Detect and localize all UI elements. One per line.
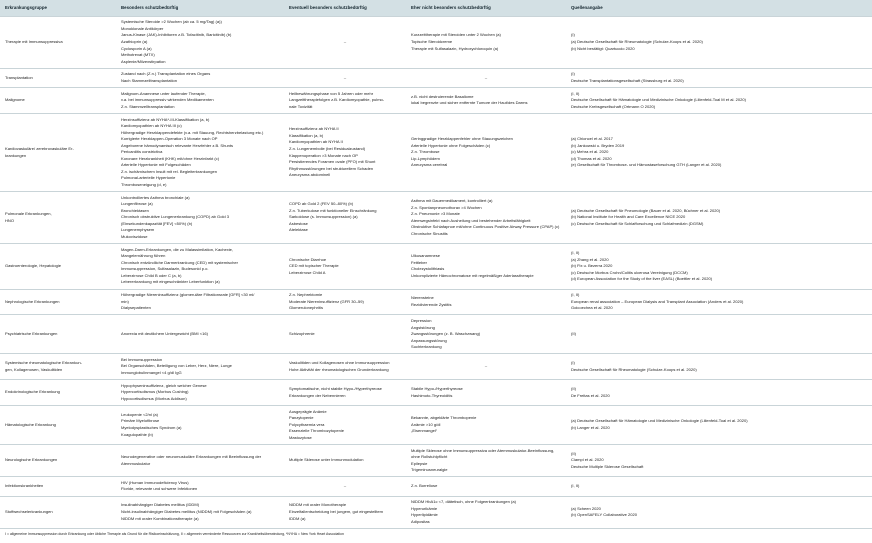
cell-line: Nierensteine	[411, 295, 434, 301]
cell-line: Cyclosporin A (a)	[121, 45, 152, 51]
cell-line: Einzelfallentscheidung bei jungem, gut eingestelltem	[289, 508, 384, 514]
cell-line: Z.n. Spontanpneumothorax >4 Wochen	[411, 204, 482, 210]
cell-line: Sarkoidose (s. Immunsuppression) (a)	[289, 214, 358, 220]
disease-group-label: Psychiatrische Erkrankungen	[5, 331, 58, 337]
cell-line: Floride, relevante und schwere Infektionen	[121, 486, 198, 492]
table-row	[0, 444, 872, 476]
disease-group-label: Gastroenterologie, Hepatologie	[5, 263, 62, 269]
cell-line: Panzytopenie	[289, 415, 314, 421]
empty-dash: –	[484, 74, 488, 80]
cell-line: Z.n. ischämischem Insult mit rel. Begleiterkrankungen	[121, 168, 218, 174]
cell-line: Z.n. Stammzelltransplantation	[121, 103, 175, 109]
maybe-risk-cell	[284, 315, 406, 354]
maybe-risk-cell	[284, 354, 406, 380]
empty-dash: –	[343, 483, 347, 489]
low-risk-cell	[406, 380, 566, 406]
low-risk-cell	[406, 406, 566, 445]
empty-dash: –	[343, 39, 347, 45]
table-body	[0, 16, 872, 539]
high-risk-cell	[116, 113, 284, 191]
cell-line: ohne Rollstuhlpflicht	[411, 454, 448, 460]
column-header-high-risk: Besonders schutzbedürftig	[116, 0, 284, 16]
cell-line: (d) Thomas et al. 2020	[571, 155, 612, 161]
disease-group-label: Infektionskrankheiten	[5, 483, 44, 489]
disease-group-label: Kardiovaskuläre/ zerebrovaskuläre Er-	[5, 145, 74, 151]
high-risk-cell	[116, 477, 284, 496]
cell-line: Anämie >10 g/dl	[411, 421, 441, 427]
cell-line: nale Toxizität	[289, 103, 313, 109]
low-risk-cell	[406, 496, 566, 528]
high-risk-cell	[116, 289, 284, 315]
disease-group-cell	[0, 68, 116, 87]
cell-line: Hypophyseninsuffizienz, gleich welcher Genese	[121, 382, 207, 388]
high-risk-cell	[116, 68, 284, 87]
high-risk-cell	[116, 88, 284, 114]
disease-group-label: Nephrologische Erkrankungen	[5, 298, 60, 304]
cell-line: Systemische Steroide >2 Wochen (ab ca. 5 mg/Tag) (a))	[121, 19, 222, 25]
cell-line: Cholezystolithiasis	[411, 266, 445, 272]
header-row	[0, 0, 872, 16]
cell-line: Z.n. Nephrektomie	[289, 292, 323, 298]
cell-line: Klappenoperation >3 Monate nach OP	[289, 152, 358, 158]
maybe-risk-cell	[284, 192, 406, 244]
cell-line: Atelektase	[289, 227, 308, 233]
cell-line: Ciampi et al. 2020	[571, 457, 604, 463]
cell-line: Koagulopathie (b)	[121, 431, 153, 437]
cell-line: Bei Immunsuppression	[121, 356, 163, 362]
disease-group-label: krankungen	[5, 152, 27, 158]
cell-line: Magen-Darm-Erkrankungen, die zu Malassimilation, Kachexie,	[121, 246, 234, 252]
cell-line: Persistierendes Foramen ovale (PFO) mit Shunt	[289, 159, 376, 165]
source-cell	[566, 113, 872, 191]
disease-group-cell	[0, 88, 116, 114]
cell-line: Anpassungsstörung	[411, 337, 447, 343]
high-risk-cell	[116, 315, 284, 354]
cell-line: CED mit topischer Therapie	[289, 263, 339, 269]
disease-group-cell	[0, 289, 116, 315]
cell-line: Herzinsuffizienz ab NYHA*-III-Klassifikation (a, b)	[121, 116, 210, 122]
high-risk-cell	[116, 496, 284, 528]
cell-line: Insulinabhängiger Diabetes mellitus (IDDM)	[121, 502, 200, 508]
source-cell	[566, 477, 872, 496]
cell-line: Lip-Lymphödem	[411, 155, 440, 161]
low-risk-cell	[406, 88, 566, 114]
cell-line: (I, II)	[571, 483, 580, 489]
cell-line: Bei Organschäden, Beteiligung von Leber, Herz, Niere, Lunge	[121, 363, 232, 369]
cell-line: Asplenie/Milzexstirpation	[121, 58, 166, 64]
cell-line: Goicoechea et al. 2020	[571, 305, 613, 311]
low-risk-cell	[406, 113, 566, 191]
maybe-risk-cell	[284, 244, 406, 289]
maybe-risk-cell	[284, 16, 406, 68]
cell-line: Erkrankungen der Nebennieren	[289, 392, 346, 398]
cell-line: Neurodegenerative oder neuromuskuläre Erkrankungen mit Beeinflussung der	[121, 454, 262, 460]
table-row	[0, 380, 872, 406]
cell-line: (II)	[571, 331, 576, 337]
cell-line: Pulmonal-arterielle Hypertonie	[121, 175, 176, 181]
source-cell	[566, 68, 872, 87]
high-risk-cell	[116, 244, 284, 289]
disease-group-label: Transplantation	[5, 74, 33, 80]
cell-line: Asthma mit Dauermedikament, kontrolliert (a)	[411, 197, 493, 203]
cell-line: Geringgradige Herzklappenfehler ohne Stauungszeichen	[411, 136, 513, 142]
low-risk-cell	[406, 477, 566, 496]
cell-line: Ulkusanamnese	[411, 253, 441, 259]
cell-line: Chronisch obstruktive Lungenerkrankung (COPD) ab Gold 3	[121, 214, 229, 220]
cell-line: IDDM (a)	[289, 515, 306, 521]
source-cell	[566, 289, 872, 315]
cell-line: Chronisch entzündliche Darmerkrankung (CED) mit systemischer	[121, 259, 238, 265]
cell-line: (b) National Institute for Health and Care Excellence NICE 2020	[571, 214, 686, 220]
cell-line: Multiple Sklerose unter Immunmodulation	[289, 457, 364, 463]
source-cell	[566, 380, 872, 406]
source-cell	[566, 16, 872, 68]
cell-line: (b) OpenSAFELY Collaborative 2020	[571, 512, 637, 518]
table-row	[0, 88, 872, 114]
cell-line: (a) Chioncel et al. 2017	[571, 136, 613, 142]
table-row	[0, 406, 872, 445]
cell-line: (d) European Association for the Study of the liver (EASL) (Boettler et al. 2020)	[571, 276, 713, 282]
cell-line: Lungenfibrose (a)	[121, 201, 153, 207]
column-header-source: Quellenangabe	[566, 0, 872, 16]
table-row	[0, 354, 872, 380]
cell-line: z.B. nicht destruierende Basaliome	[411, 93, 474, 99]
cell-line: Thromboseneigung (d, e)	[121, 181, 167, 187]
cell-line: (c) Deutsche Morbus Crohn/Colitis ulcerosa Vereinigung (DCCM)	[571, 269, 688, 275]
cell-line: Janus-Kinase (JAK)-Inhibitoren z.B. Tofacitinib, Baricitinib) (b)	[121, 32, 232, 38]
cell-line: Lungenemphysem	[121, 227, 155, 233]
disease-group-label: Stoffwechselerkrankungen	[5, 508, 53, 514]
table-row	[0, 192, 872, 244]
maybe-risk-cell	[284, 444, 406, 476]
cell-line: Moderate Niereninsuffizienz (GFR 30–59)	[289, 298, 364, 304]
cell-line: Korrigierte Herzklappen-Operation 3 Monate nach OP	[121, 136, 218, 142]
cell-line: Mastozytose	[289, 434, 312, 440]
cell-line: Suchterkrankung	[411, 344, 442, 350]
low-risk-cell	[406, 315, 566, 354]
table-row	[0, 289, 872, 315]
footnote-text: I = allgemeine Immunsuppression durch Erkrankung oder übliche Therapie als Grund für die Risikoeinschätzung, II = allgemein verminderte Ressourcen zur Krankheitsüberwindung, *NYHA = New York Heart Association	[0, 528, 566, 538]
cell-line: European renal association – European Dialysis and Transplant Association (Anders et al. 2020)	[571, 298, 744, 304]
cell-line: Glomerulonephritis	[289, 305, 323, 311]
table-row	[0, 496, 872, 528]
cell-line: Vaskulitiden und Kollagenosen ohne Immunsuppression	[289, 360, 390, 366]
disease-group-label: Malignome	[5, 97, 25, 103]
cell-line: Anorexia mit deutlichem Untergewicht (BMI <16)	[121, 331, 208, 337]
source-cell	[566, 406, 872, 445]
table-header	[0, 0, 872, 16]
cell-line: Deutsche Multiple Sklerose Gesellschaft	[571, 463, 644, 469]
cell-line: (I)	[571, 360, 575, 366]
cell-line: COPD ab Gold 2 (FEV 50–80%) (b)	[289, 201, 354, 207]
low-risk-cell	[406, 192, 566, 244]
disease-group-cell	[0, 315, 116, 354]
cell-line: (b) Nicht bestätigt: Quartuccio 2020	[571, 45, 635, 51]
source-cell	[566, 354, 872, 380]
disease-group-cell	[0, 444, 116, 476]
source-cell	[566, 444, 872, 476]
high-risk-cell	[116, 406, 284, 445]
cell-line: (a) Deutsche Gesellschaft für Rheumatologie (Schulze-Koops et al. 2020)	[571, 39, 703, 45]
table-row	[0, 315, 872, 354]
table-row	[0, 68, 872, 87]
source-cell	[566, 88, 872, 114]
cell-line: Kurzzeittherapie mit Steroiden unter 2 Wochen (a)	[411, 32, 501, 38]
low-risk-cell	[406, 354, 566, 380]
cell-line: Langzeittherapiefolgen z.B. Kardiomyopathie, pulmo-	[289, 97, 385, 103]
cell-line: Schizophrenie	[289, 331, 315, 337]
cell-line: Kardiomyopathien ab NYHA III (c)	[121, 123, 182, 129]
low-risk-cell	[406, 68, 566, 87]
cell-line: Depression	[411, 318, 432, 324]
cell-line: Rhythmusstörungen bei strukturellem Schaden	[289, 165, 374, 171]
cell-line: Epilepsie	[411, 460, 428, 466]
maybe-risk-cell	[284, 289, 406, 315]
cell-line: (I, II)	[571, 249, 580, 255]
table-row	[0, 113, 872, 191]
high-risk-cell	[116, 380, 284, 406]
cell-line: Primäre Myelofibrose	[121, 418, 160, 424]
cell-line: Arterielle Hypertonie mit Folgeschäden	[121, 162, 191, 168]
cell-line: (a) Deutsche Gesellschaft für Pneumologie (Bauer et al. 2020, Büchner et al. 2020)	[571, 207, 721, 213]
cell-line: Myelodysplastisches Syndrom (a)	[121, 424, 182, 430]
cell-line: Unkomplizierte Hämochromatose mit regelmäßiger Aderlasstherapie	[411, 272, 534, 278]
cell-line: De Freitas et al. 2020	[571, 392, 610, 398]
cell-line: Immunsuppression, Sulfasalazin, Budesonid p.o.	[121, 266, 209, 272]
high-risk-cell	[116, 444, 284, 476]
cell-line: Höhergradige Niereninsuffizienz (glomeruläre Filtrationsrate [GFR] <30 ml/	[121, 292, 255, 298]
cell-line: (I)	[571, 32, 575, 38]
cell-line: (Einsekundenkapazität [FEV] <50%) (b)	[121, 220, 193, 226]
cell-line: min)	[121, 298, 129, 304]
cell-line: Rezidivierende Zystitis	[411, 302, 452, 307]
cell-line: Deutsche Transplantationsgesellschaft (Strassburg et al. 2020)	[571, 77, 684, 83]
cell-line: Z.n. Tuberkulose mit funktioneller Einschränkung	[289, 207, 377, 213]
cell-line: (II)	[571, 386, 576, 392]
cell-line: Angeborene hämodynamisch relevante Herzfehler z.B. Shunts	[121, 142, 234, 148]
cell-line: Z.n. Borreliose	[411, 483, 438, 489]
disease-group-cell	[0, 192, 116, 244]
cell-line: Hashimoto-Thyreoiditis	[411, 392, 453, 398]
cell-line: Methotrexat (MTX)	[121, 52, 155, 58]
cell-line: Nicht-insulinabhängiger Diabetes mellitus (NIDDM) mit Folgeschäden (a)	[121, 508, 252, 514]
disease-group-label: Pulmonale Erkrankungen,	[5, 211, 52, 217]
cell-line: Z.n. Lungenembolie (bei Residualzustand)	[289, 145, 366, 151]
cell-line: (b) Fix u. Bezerra 2020	[571, 263, 613, 269]
high-risk-cell	[116, 354, 284, 380]
cell-line: (c) Deutsche Gesellschaft für Schlafforschung und Schlafmedizin (DGSM)	[571, 220, 704, 226]
low-risk-cell	[406, 444, 566, 476]
cell-line: NIDDM HbA1c <7, diätetisch, ohne Folgeerkrankungen (a)	[411, 499, 516, 505]
cell-line: Leukopenie <2/nl (a)	[121, 411, 159, 417]
cell-line: Chronische Diarrhoe	[289, 256, 327, 262]
footnote-spacer	[566, 528, 872, 538]
disease-group-label: Hämatologische Erkrankung	[5, 421, 56, 427]
table-row	[0, 16, 872, 68]
maybe-risk-cell	[284, 113, 406, 191]
cell-line: Deutsche Gesellschaft für Hämatologie und Medizinische Onkologie (Lilienfeld-Toal M et al. 2020)	[571, 97, 747, 103]
cell-line: Topische Steroidcreme	[411, 39, 453, 45]
cell-line: Nach Stammzelltransplantation	[121, 77, 178, 83]
cell-line: Obstruktive Schlafapnoe mit/ohne Continuous Positive Airway Pressure (CPAP) (c)	[411, 224, 560, 230]
cell-line: Leberzirrose Child B oder C (a, b)	[121, 272, 182, 278]
empty-dash: –	[343, 74, 347, 80]
cell-line: lokal begrenzte und sicher entfernte Tumore der Haut/des Darms	[411, 100, 528, 106]
cell-line: Angststörung	[411, 324, 435, 330]
disease-group-label: gen, Kollagenosen, Vaskulitiden	[5, 366, 63, 372]
cell-line: Atemmuskulatur	[121, 460, 151, 466]
cell-line: Koronare Herzkrankheit (KHK) mit/ohne Herzinfarkt (c)	[121, 155, 220, 161]
cell-line: (c) Mehra et al. 2020	[571, 149, 609, 155]
high-risk-cell	[116, 192, 284, 244]
cell-line: Monoklonale Antikörper	[121, 25, 164, 31]
cell-line: Unkontrolliertes Asthma bronchiale (a)	[121, 194, 190, 200]
maybe-risk-cell	[284, 477, 406, 496]
cell-line: Hyperurikämie	[411, 505, 438, 511]
cell-line: Aneurysma cerebral	[411, 162, 448, 168]
column-header-low-risk: Eher nicht besonders schutzbedürftig	[406, 0, 566, 16]
cell-line: v.a. bei immunsuppressiv wirkenden Medikamenten	[121, 97, 214, 103]
disease-group-label: Neurologische Erkrankungen	[5, 457, 58, 463]
cell-line: (I)	[571, 71, 575, 77]
cell-line: Symptomatische, nicht stabile Hypo-/Hyperthyreose	[289, 386, 382, 392]
low-risk-cell	[406, 289, 566, 315]
cell-line: Multiple Sklerose ohne Immunsuppressiva oder Atemmuskulatur-Beeinflussung,	[411, 447, 555, 453]
cell-line: Immunglobulinmangel <4 g/dl IgG	[121, 370, 182, 376]
cell-line: HIV (Human Immunodeficiency Virus)	[121, 479, 189, 485]
cell-line: Mangelernährung führen	[121, 253, 166, 259]
cell-line: Fettleber	[411, 259, 427, 265]
disease-group-cell	[0, 354, 116, 380]
source-cell	[566, 496, 872, 528]
cell-line: NIDDM mit oraler Monotherapie	[289, 502, 347, 508]
high-risk-cell	[116, 16, 284, 68]
low-risk-cell	[406, 16, 566, 68]
cell-line: (b) Langer et al. 2020	[571, 424, 610, 430]
disease-group-label: HNO	[5, 217, 14, 223]
disease-group-label: Systemische rheumatologische Erkrankun-	[5, 360, 82, 366]
cell-line: Trigeminusneuralgie	[411, 467, 448, 473]
disease-group-cell	[0, 113, 116, 191]
cell-line: Deutsche Krebsgesellschaft (Ortmann O 2020)	[571, 103, 656, 109]
cell-line: Aneurysma abdominell	[289, 172, 331, 178]
source-cell	[566, 192, 872, 244]
cell-line: (II)	[571, 450, 576, 456]
column-header-group: Erkrankungsgruppe	[0, 0, 116, 16]
cell-line: (b) Jankowski u. Bryden 2019	[571, 142, 625, 148]
cell-line: Zwangsstörungen (z. B. Waschzwang)	[411, 331, 481, 337]
cell-line: Hypercortisolismus (Morbus Cushing)	[121, 389, 189, 395]
maybe-risk-cell	[284, 88, 406, 114]
cell-line: Hypocortisolismus (Morbus Addison)	[121, 395, 187, 401]
source-cell	[566, 244, 872, 289]
disease-group-label: Endokrinologische Erkrankung	[5, 389, 60, 395]
cell-line: Ausgeprägte Anämie	[289, 408, 327, 414]
cell-line: Hohe Aktivität der rheumatologischen Grunderkrankung	[289, 366, 389, 372]
cell-line: Malignom-Anamnese unter laufender Therapie,	[121, 90, 206, 96]
source-cell	[566, 315, 872, 354]
cell-line: Asbestose	[289, 220, 308, 226]
cell-line: (e) Gesellschaft für Thrombose- und Hämostaseforschung GTH (Langer et al. 2020)	[571, 162, 722, 168]
disease-group-cell	[0, 496, 116, 528]
cell-line: Herzinsuffizienz ab NYHA II	[289, 126, 339, 132]
disease-group-cell	[0, 477, 116, 496]
disease-group-label: Therapie mit Immunsuppressiva	[5, 39, 63, 45]
cell-line: Heilbewährungsphase von 5 Jahren oder mehr	[289, 90, 374, 96]
cell-line: Mukoviszidose	[121, 233, 148, 239]
cell-line: Polycythaemia vera	[289, 421, 325, 427]
cell-line: Lebererkrankung mit eingeschränkter Leberfunktion (a)	[121, 279, 220, 285]
cell-line: Adipositas	[411, 518, 430, 524]
footnote-row	[0, 528, 872, 538]
cell-line: Essenzielle Thrombozytopenie	[289, 428, 345, 434]
maybe-risk-cell	[284, 406, 406, 445]
cell-line: Stabile Hypo-/Hyperthyreose	[411, 386, 463, 392]
cell-line: „Eisenmangel“	[411, 428, 438, 434]
maybe-risk-cell	[284, 380, 406, 406]
cell-line: Klassifikation (a, b)	[289, 132, 324, 138]
cell-line: (a) Zhang et al. 2020	[571, 256, 609, 262]
table-row	[0, 477, 872, 496]
cell-line: (a) Scheen 2020	[571, 505, 601, 511]
cell-line: Azathioprin (a)	[121, 39, 148, 45]
cell-line: Deutsche Gesellschaft für Rheumatologie (Schulze-Koops et al. 2020)	[571, 366, 697, 372]
disease-group-cell	[0, 380, 116, 406]
cell-line: Hyperlipidämie	[411, 512, 438, 518]
cell-line: (a) Deutsche Gesellschaft für Hämatologie und Medizinische Onkologie (Lilienfeld-Toal et al. 2020)	[571, 418, 748, 424]
cell-line: Chronische Sinusitis	[411, 230, 448, 236]
disease-group-cell	[0, 16, 116, 68]
cell-line: Zustand nach (Z.n.) Transplantation eines Organs	[121, 71, 211, 77]
low-risk-cell	[406, 244, 566, 289]
disease-group-cell	[0, 406, 116, 445]
cell-line: Dialysepatienten	[121, 305, 151, 311]
cell-line: Therapie mit Sulfasalazin, Hydroxychloroquin (a)	[411, 45, 499, 51]
maybe-risk-cell	[284, 68, 406, 87]
cell-line: NIDDM mit oraler Kombinationstherapie (a)	[121, 515, 199, 521]
empty-dash: –	[484, 363, 488, 369]
cell-line: Bekannte, abgeklärte Thrombopenie	[411, 415, 477, 421]
cell-line: Z.n. Thrombose	[411, 149, 440, 155]
cell-line: Bronchiektasen	[121, 207, 149, 213]
cell-line: Atemwegsinfekt nach Ausheilung und bestehender Arbeitsfähigkeit	[411, 217, 531, 223]
cell-line: Kardiomyopathien ab NYHA II	[289, 139, 343, 145]
cell-line: (I, II)	[571, 90, 580, 96]
disease-group-cell	[0, 244, 116, 289]
column-header-maybe-risk: Eventuell besonders schutzbedürftig	[284, 0, 406, 16]
cell-line: Leberzirrose Child A	[289, 269, 326, 275]
cell-line: (I, II)	[571, 292, 580, 298]
cell-line: Pericarditis constrictiva	[121, 149, 163, 155]
maybe-risk-cell	[284, 496, 406, 528]
cell-line: Höhergradige Herzklappendefekte (v.a. mit Stauung, Rechtsherzbelastung etc.)	[121, 129, 264, 135]
table-row	[0, 244, 872, 289]
cell-line: Z.n. Pneumonie >3 Monate	[411, 211, 460, 217]
cell-line: Arterielle Hypertonie ohne Folgeschäden (c)	[411, 142, 491, 148]
